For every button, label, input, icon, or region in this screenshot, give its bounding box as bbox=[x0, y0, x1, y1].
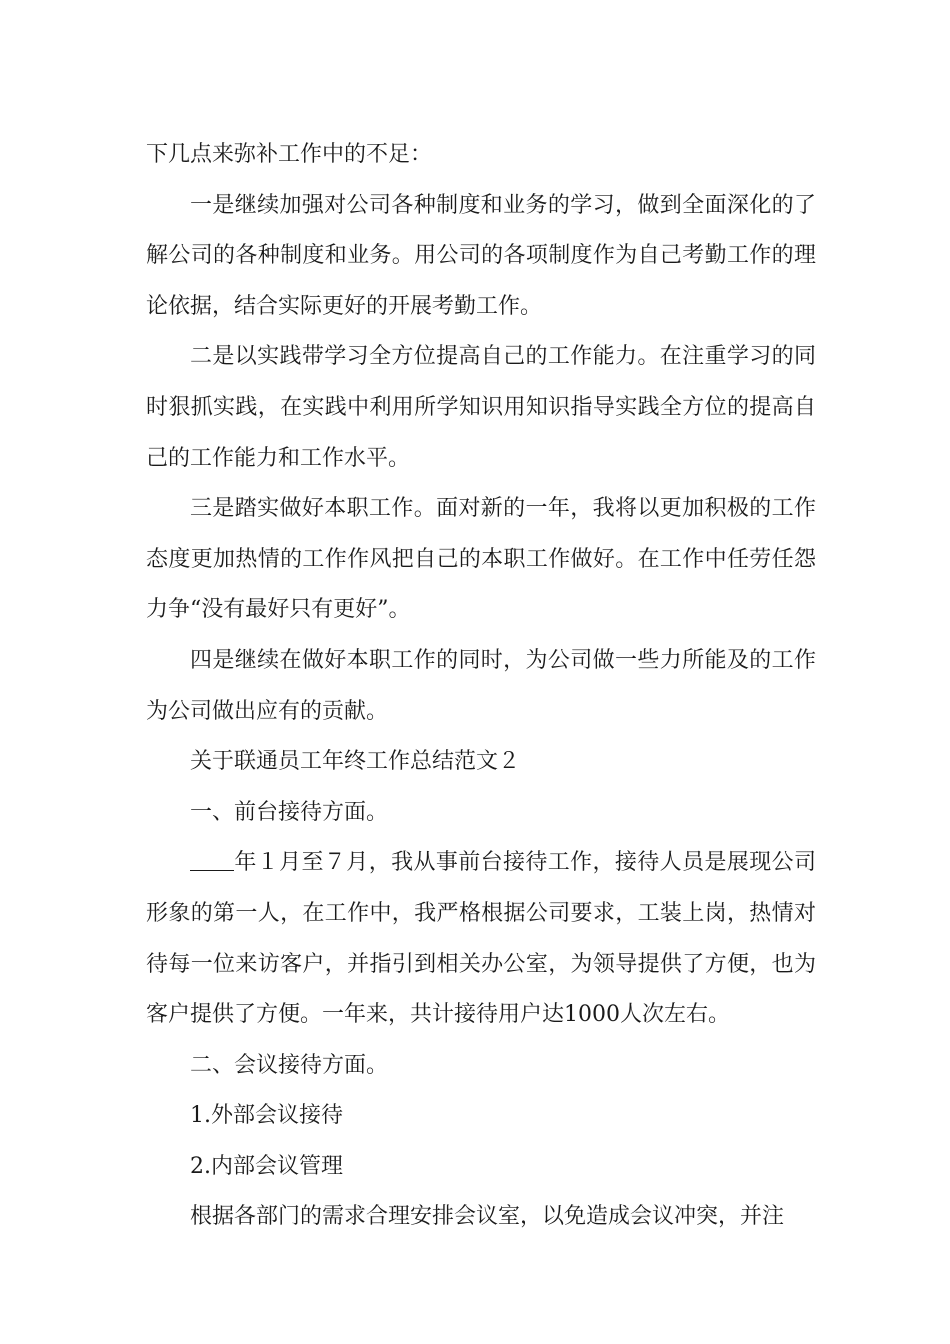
document-body bbox=[146, 130, 816, 1243]
subheading-external-meeting: 1.外部会议接待 bbox=[190, 1103, 343, 1129]
paragraph-continuation: 下几点来弥补工作中的不足： bbox=[146, 142, 433, 167]
section-heading-meeting: 二、会议接待方面。 bbox=[190, 1052, 389, 1078]
paragraph-item-two: 二是以实践带学习全方位提高自己的工作能力。在注重学习的同时狠抓实践，在实践中利用所学知识用知识指导实践全方位的提高自己的工作能力和工作水平。 bbox=[146, 344, 816, 471]
section-heading-reception: 一、前台接待方面。 bbox=[190, 799, 389, 825]
subheading-internal-meeting: 2.内部会议管理 bbox=[190, 1153, 343, 1179]
blank-underline bbox=[190, 846, 234, 871]
paragraph-meeting-rooms: 根据各部门的需求合理安排会议室，以免造成会议冲突，并注 bbox=[190, 1204, 785, 1230]
paragraph-reception-text: 年１月至７月，我从事前台接待工作，接待人员是展现公司形象的第一人，在工作中，我严格根据公司要求，工装上岗，热情对待每一位来访客户，并指引到相关办公室，为领导提供了方便，也为客户提供了方便。一年来，共计接待用户达1000人次左右。 bbox=[146, 850, 816, 1028]
paragraph-item-three: 三是踏实做好本职工作。面对新的一年，我将以更加积极的工作态度更加热情的工作作风把自己的本职工作做好。在工作中任劳任怨力争“没有最好只有更好”。 bbox=[146, 496, 816, 623]
section-title: 关于联通员工年终工作总结范文２ bbox=[190, 749, 521, 775]
paragraph-item-four: 四是继续在做好本职工作的同时，为公司做一些力所能及的工作为公司做出应有的贡献。 bbox=[146, 647, 816, 724]
paragraph-item-one: 一是继续加强对公司各种制度和业务的学习，做到全面深化的了解公司的各种制度和业务。用公司的各项制度作为自己考勤工作的理论依据，结合实际更好的开展考勤工作。 bbox=[146, 192, 816, 319]
paragraph-reception bbox=[146, 838, 816, 1040]
